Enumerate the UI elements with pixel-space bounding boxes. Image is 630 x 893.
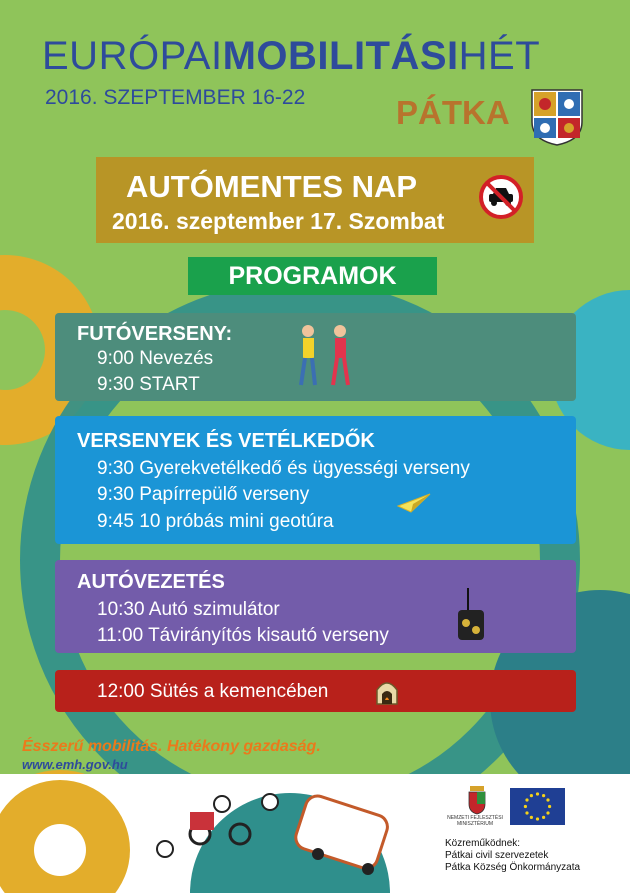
schedule-item: 11:00 Távirányítós kisautó verseny bbox=[97, 625, 389, 646]
schedule-item: 9:30 Gyerekvetélkedő és ügyességi verseny bbox=[97, 458, 470, 479]
town-name: PÁTKA bbox=[396, 94, 510, 131]
title-europai: EURÓPAI bbox=[42, 34, 223, 78]
crest-icon bbox=[530, 88, 584, 146]
ministry-line1: NEMZETI FEJLESZTÉSI bbox=[447, 815, 503, 821]
baking-section bbox=[55, 670, 576, 712]
schedule-item: 9:45 10 próbás mini geotúra bbox=[97, 511, 334, 532]
schedule-item: 9:00 Nevezés bbox=[97, 348, 214, 369]
oven-icon bbox=[374, 676, 400, 706]
title-het: HÉT bbox=[458, 34, 541, 78]
cooperator-municipality: Pátka Község Önkormányzata bbox=[445, 862, 581, 873]
section-title: VERSENYEK ÉS VETÉLKEDŐK bbox=[77, 430, 375, 452]
banner-date: 2016. szeptember 17. Szombat bbox=[112, 208, 445, 234]
no-car-icon bbox=[479, 175, 523, 219]
cooperators bbox=[445, 838, 580, 874]
schedule-item: 9:30 Papírrepülő verseny bbox=[97, 484, 310, 505]
banner-title: AUTÓMENTES NAP bbox=[126, 169, 418, 204]
website-link[interactable]: www.emh.gov.hu bbox=[22, 757, 128, 772]
event-title bbox=[42, 34, 540, 79]
schedule-item: 10:30 Autó szimulátor bbox=[97, 599, 280, 620]
remote-control-icon bbox=[456, 588, 486, 642]
programs-label: PROGRAMOK bbox=[188, 257, 437, 295]
gear-icon bbox=[0, 780, 130, 893]
cooperators-label: Közreműködnek: bbox=[445, 838, 521, 849]
section-title: FUTÓVERSENY: bbox=[77, 323, 233, 345]
ministry-label bbox=[440, 815, 510, 827]
driving-section bbox=[55, 560, 576, 653]
footer-illustration bbox=[0, 774, 420, 893]
event-dates: 2016. SZEPTEMBER 16-22 bbox=[45, 86, 306, 109]
title-mobilitasi: MOBILITÁSI bbox=[222, 34, 459, 78]
ministry-line2: MINISZTÉRIUM bbox=[456, 821, 494, 827]
slogan: Ésszerű mobilitás. Hatékony gazdaság. bbox=[22, 738, 321, 755]
running-section bbox=[55, 313, 576, 401]
schedule-item: 9:30 START bbox=[97, 374, 200, 395]
section-title: AUTÓVEZETÉS bbox=[77, 571, 225, 593]
schedule-item: 12:00 Sütés a kemencében bbox=[97, 681, 329, 702]
car-free-day-banner bbox=[96, 157, 534, 243]
paper-plane-icon bbox=[397, 492, 431, 514]
runners-icon bbox=[295, 323, 357, 393]
cooperator-civil: Pátkai civil szervezetek bbox=[445, 850, 549, 861]
contests-section bbox=[55, 416, 576, 544]
eu-flag-icon bbox=[510, 788, 565, 825]
